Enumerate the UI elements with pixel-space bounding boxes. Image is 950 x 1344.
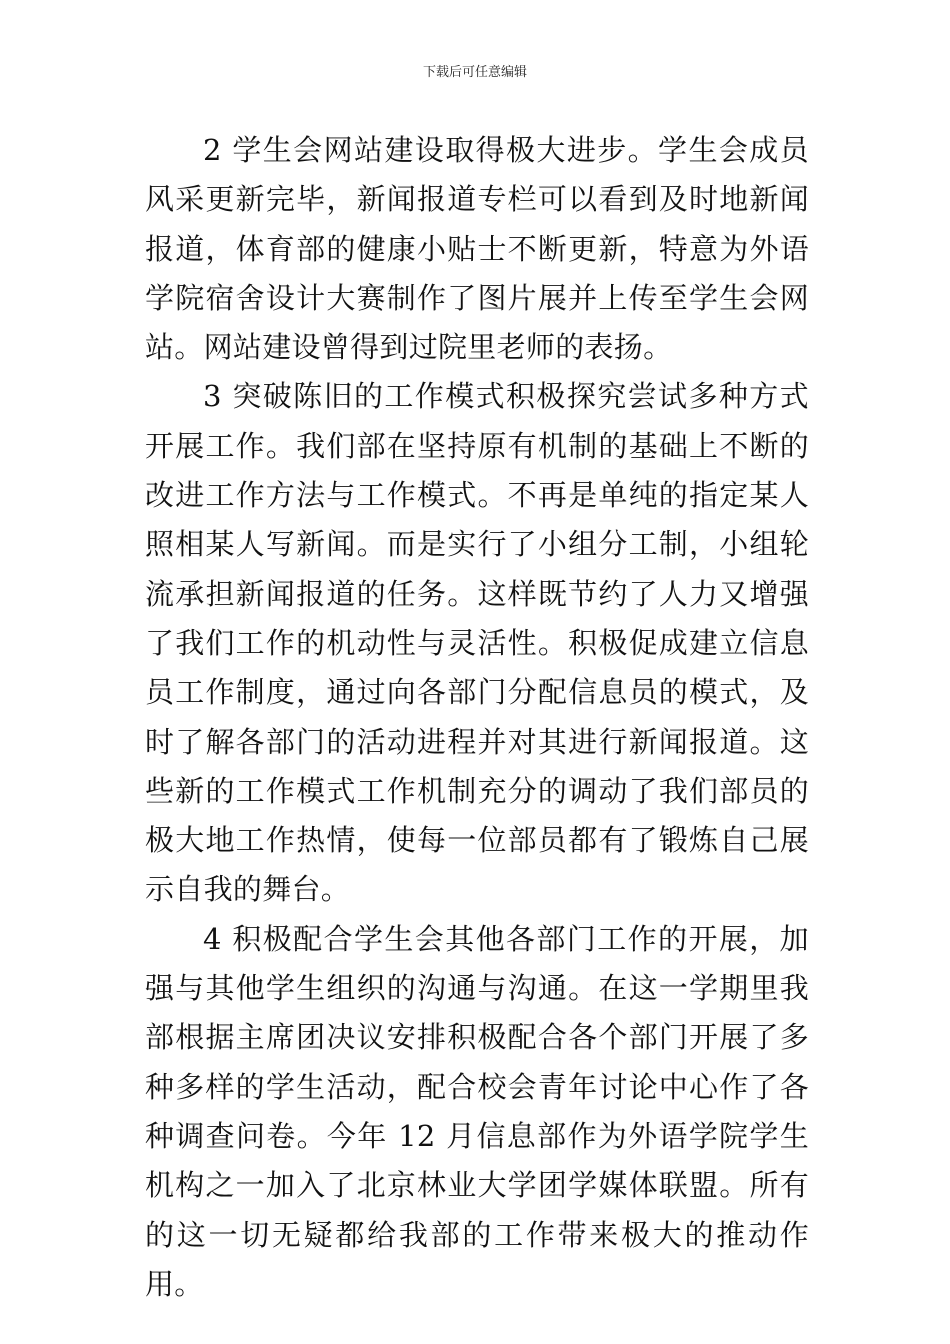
paragraph-work-mode: 3 突破陈旧的工作模式积极探究尝试多种方式开展工作。我们部在坚持原有机制的基础上不断的改进工作方法与工作模式。不再是单纯的指定某人照相某人写新闻。而是实行了小组分工制，小组轮流承担新闻报道的任务。这样既节约了人力又增强了我们工作的机动性与灵活性。积极促成建立信息员工作制度，通过向各部门分配信息员的模式，及时了解各部门的活动进程并对其进行新闻报道。这些新的工作模式工作机制充分的调动了我们部员的极大地工作热情，使每一位部员都有了锻炼自己展示自我的舞台。: [145, 379, 809, 907]
page-header: 下载后可任意编辑: [422, 65, 527, 80]
paragraph-website-progress: 2 学生会网站建设取得极大进步。学生会成员风采更新完毕，新闻报道专栏可以看到及时地新闻报道，体育部的健康小贴士不断更新，特意为外语学院宿舍设计大赛制作了图片展并上传至学生会网站。网站建设曾得到过院里老师的表扬。: [145, 133, 809, 365]
document-body: [145, 126, 809, 1309]
paragraph-cooperation: 4 积极配合学生会其他各部门工作的开展，加强与其他学生组织的沟通与沟通。在这一学期里我部根据主席团决议安排积极配合各个部门开展了多种多样的学生活动，配合校会青年讨论中心作了各种调查问卷。今年 12 月信息部作为外语学院学生机构之一加入了北京林业大学团学媒体联盟。所有的这一切无疑都给我部的工作带来极大的推动作用。: [145, 921, 809, 1301]
